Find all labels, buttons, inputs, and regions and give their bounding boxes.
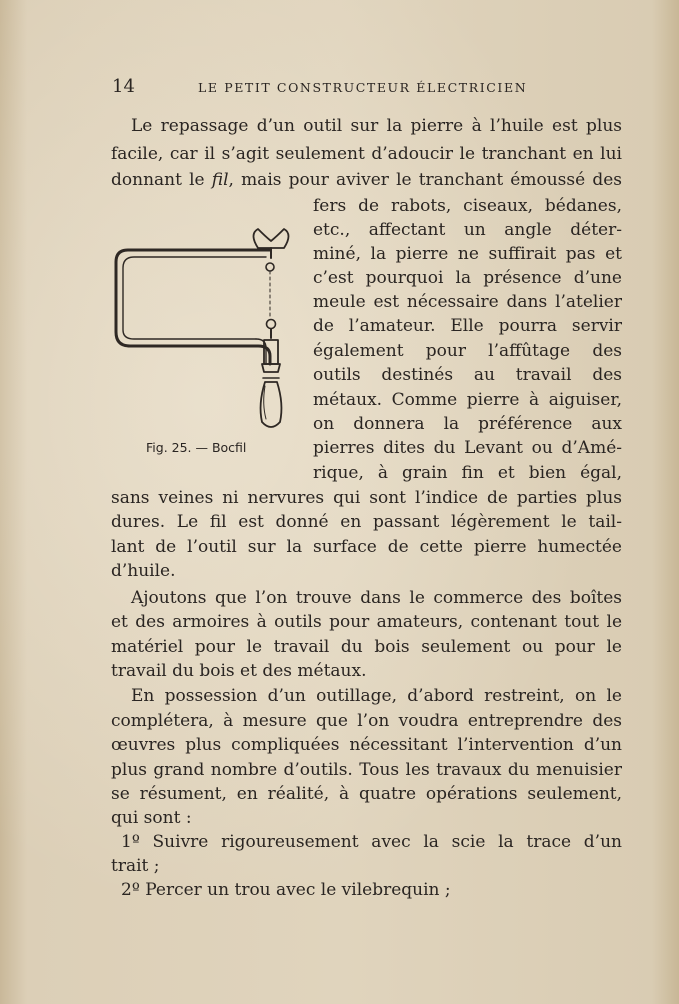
text-line: 1º Suivre rigoureusement avec la scie la trace d’un xyxy=(121,832,622,852)
page-header xyxy=(112,76,622,98)
text-segment: , mais pour aviver le tranchant émoussé des xyxy=(228,170,622,190)
text-line: miné, la pierre ne suffirait pas et xyxy=(313,244,622,264)
text-line: plus grand nombre d’outils. Tous les travaux du menuisier xyxy=(111,760,622,780)
text-line: rique, à grain fin et bien égal, xyxy=(313,463,622,483)
figure-caption: Fig. 25. — Bocfil xyxy=(146,440,247,455)
text-line: métaux. Comme pierre à aiguiser, xyxy=(313,390,622,410)
text-line xyxy=(111,168,622,192)
italic-term: fil xyxy=(211,170,229,190)
text-line: qui sont : xyxy=(111,808,192,828)
text-line: meule est nécessaire dans l’atelier xyxy=(313,292,622,312)
text-line: fers de rabots, ciseaux, bédanes, xyxy=(313,196,622,216)
text-line: facile, car il s’agit seulement d’adoucir le tranchant en lui xyxy=(111,144,622,164)
text-line: on donnera la préférence aux xyxy=(313,414,622,434)
text-line: complétera, à mesure que l’on voudra entreprendre des xyxy=(111,711,622,731)
text-line: travail du bois et des métaux. xyxy=(111,661,367,681)
running-title: LE PETIT CONSTRUCTEUR ÉLECTRICIEN xyxy=(198,80,528,95)
text-line: Ajoutons que l’on trouve dans le commerce des boîtes xyxy=(131,588,622,608)
text-line: se résument, en réalité, à quatre opérations seulement, xyxy=(111,784,622,804)
text-line: de l’amateur. Elle pourra servir xyxy=(313,316,622,336)
text-line: Le repassage d’un outil sur la pierre à l’huile est plus xyxy=(131,116,622,136)
text-line: 2º Percer un trou avec le vilebrequin ; xyxy=(121,880,451,900)
text-line: matériel pour le travail du bois seulement ou pour le xyxy=(111,637,622,657)
text-line: outils destinés au travail des xyxy=(313,365,622,385)
text-segment: donnant le xyxy=(111,170,212,190)
text-line: également pour l’affûtage des xyxy=(313,341,622,361)
text-line: dures. Le fil est donné en passant légèrement le tail- xyxy=(111,512,622,532)
text-line: En possession d’un outillage, d’abord restreint, on le xyxy=(131,686,622,706)
fretsaw-drawing xyxy=(106,214,296,438)
text-line: pierres dites du Levant ou d’Amé- xyxy=(313,438,622,458)
text-line: d’huile. xyxy=(111,561,176,581)
text-line: œuvres plus compliquées nécessitant l’intervention d’un xyxy=(111,735,622,755)
text-line: etc., affectant un angle déter- xyxy=(313,220,622,240)
fretsaw-illustration-icon xyxy=(106,214,296,438)
text-line: lant de l’outil sur la surface de cette pierre humectée xyxy=(111,537,622,557)
page-number: 14 xyxy=(112,76,135,97)
text-line: c’est pourquoi la présence d’une xyxy=(313,268,622,288)
text-line: trait ; xyxy=(111,856,160,876)
text-line: sans veines ni nervures qui sont l’indice de parties plus xyxy=(111,488,622,508)
text-line: et des armoires à outils pour amateurs, contenant tout le xyxy=(111,612,622,632)
